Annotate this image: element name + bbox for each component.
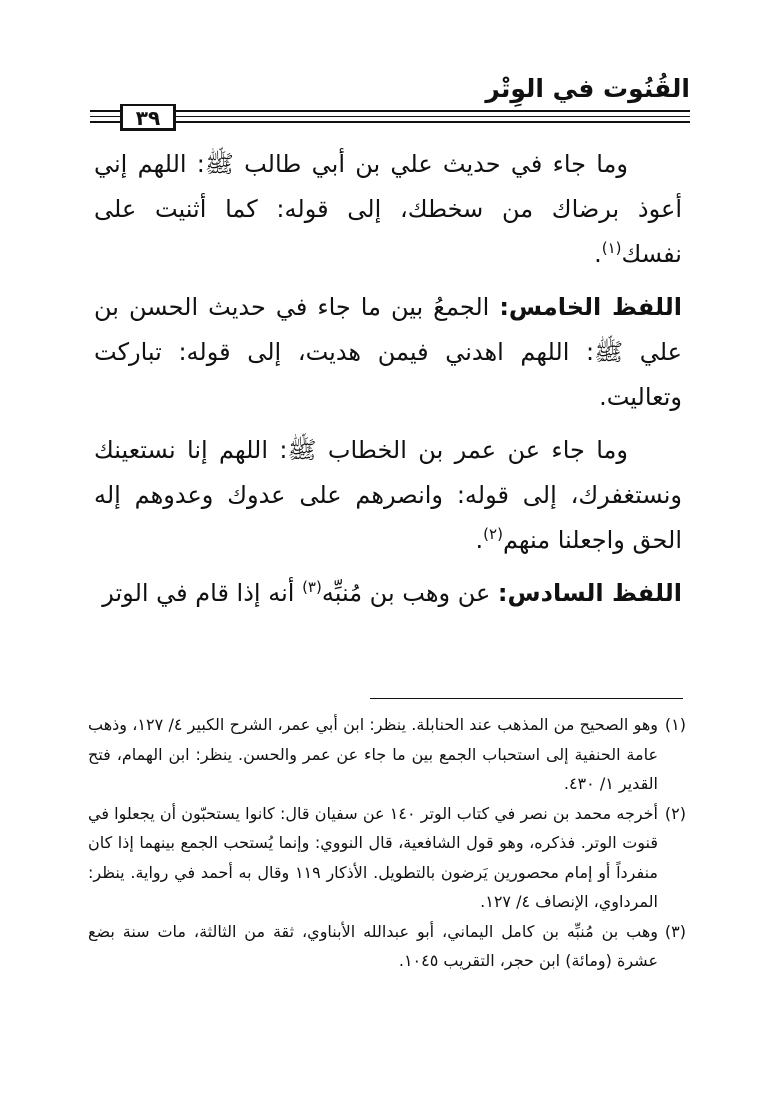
- footnote-3: [88, 917, 686, 976]
- footnote-2: [88, 799, 686, 917]
- footnote-ref-1: (١): [601, 239, 622, 257]
- header-rule-mid: [90, 116, 690, 117]
- page-header: [90, 72, 690, 132]
- paragraph-4-heading: اللفظ السادس:: [497, 579, 682, 607]
- footnote-text: وهو الصحيح من المذهب عند الحنابلة. ينظر: ابن أبي عمر، الشرح الكبير ٤/ ١٢٧، وذهب عامة الحنفية إلى استحباب الجمع بين ما جاء عن عمر والحسن. ينظر: ابن الهمام، فتح القدير ١/ ٤٣٠.: [88, 715, 659, 793]
- footnotes: [88, 710, 686, 976]
- footnote-text: وهب بن مُنبِّه بن كامل اليماني، أبو عبدالله الأبناوي، ثقة من الثالثة، مات سنة بضع عشرة (ومائة) ابن حجر، التقريب ١٠٤٥.: [88, 921, 658, 970]
- footnote-number: (١): [664, 715, 687, 734]
- paragraph-1: وما جاء في حديث علي بن أبي طالب ﷺ: اللهم إني أعوذ برضاك من سخطك، إلى قوله: كما أثنيت على نفسك$^{(١)}$.: [94, 150, 682, 268]
- footnote-number: (٣): [664, 921, 686, 941]
- header-rule-top: [90, 110, 690, 112]
- footnote-text: أخرجه محمد بن نصر في كتاب الوتر ١٤٠ عن سفيان قال: كانوا يستحبّون أن يجعلوا في قنوت الوتر. فذكره، وهو قول الشافعية، قال النووي: وإنما يُستحب الجمع بينهما إذا كان منفرداً أو إمام محصورين يَرضون بالتطويل. الأذكار ١١٩ وقال به أحمد في رواية. ينظر: المرداوي، الإنصاف ٤/ ١٢٧.: [88, 803, 659, 911]
- footnote-ref-3: (٣): [302, 578, 322, 596]
- footnote-ref-2: (٢): [483, 525, 503, 543]
- header-rule-bottom: [90, 121, 690, 123]
- page-number: ٣٩: [120, 104, 176, 131]
- paragraph-2-heading: اللفظ الخامس:: [499, 293, 683, 321]
- footnote-1: [88, 710, 686, 799]
- paragraph-3: وما جاء عن عمر بن الخطاب ﷺ: اللهم إنا نستعينك ونستغفرك، إلى قوله: وانصرهم على عدوك وعدوهم إله الحق واجعلنا منهم$^{(٢)}$.: [94, 436, 682, 554]
- main-text: [94, 142, 682, 624]
- paragraph-4: اللفظ السادس: عن وهب بن مُنبِّه$^{(٣)}$ أنه إذا قام في الوتر: [102, 578, 682, 607]
- footnote-number: (٢): [664, 803, 686, 823]
- footnote-separator: [370, 698, 683, 699]
- paragraph-2: اللفظ الخامس: الجمعُ بين ما جاء في حديث الحسن بن علي ﷺ: اللهم اهدني فيمن هديت، إلى قوله: تباركت وتعاليت.: [94, 293, 683, 411]
- running-title: القُنُوت في الوِتْر: [485, 74, 690, 103]
